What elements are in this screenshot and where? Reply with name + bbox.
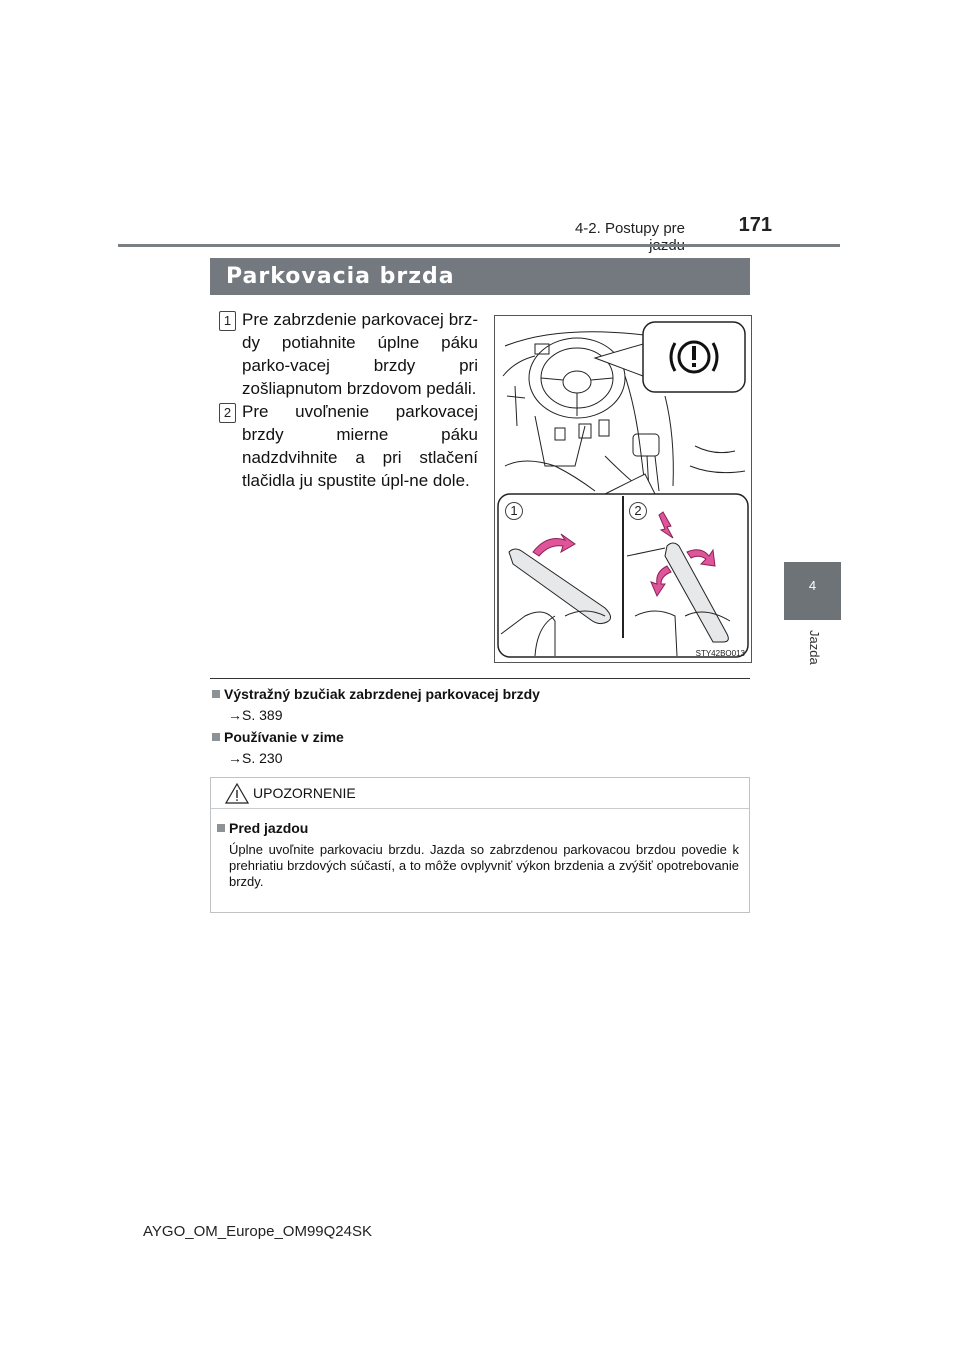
note-ref-2: →S. 230 [228,750,283,766]
warning-title: UPOZORNENIE [253,785,356,801]
step-number-1: 1 [219,311,236,331]
step-text-2: Pre uvoľnenie parkovacej brzdy mierne páku nadzdvihnite a pri stlačení tlačidla ju spustite úpl-ne dole. [242,402,478,490]
chapter-tab: 4 [784,562,841,620]
note-title-1-text: Výstražný bzučiak zabrzdenej parkovacej brzdy [224,686,540,702]
parking-brake-illustration [494,315,752,663]
section-banner [210,258,750,295]
note-ref-1: →S. 389 [228,707,283,723]
notes-rule [210,678,750,679]
note-title-2-text: Používanie v zime [224,729,344,745]
section-title: Parkovacia brzda [226,264,455,289]
footer-code: AYGO_OM_Europe_OM99Q24SK [143,1223,372,1240]
warning-triangle-icon [225,783,249,804]
warning-subtitle [217,820,308,836]
note-title-1 [212,686,540,702]
step-text-1: Pre zabrzdenie parkovacej brz-dy potiahnite úplne páku parko-vacej brzdy pri zošliapnutom brzdovom pedáli. [242,310,478,398]
warning-box [210,777,750,913]
header-rule [118,244,840,247]
header-section-title: 4-2. Postupy pre [574,220,685,237]
parking-brake-drawing [495,316,751,662]
chapter-label [800,630,830,680]
page-number: 171 [738,214,772,236]
warning-subtitle-text: Pred jazdou [229,820,309,836]
figure-callout-1: 1 [505,502,523,520]
figure-code: STY42BO013 [695,649,745,658]
figure-callout-2: 2 [629,502,647,520]
chapter-label-text: Jazda [807,630,822,665]
warning-body: Úplne uvoľnite parkovaciu brzdu. Jazda so zabrzdenou parkovacou brzdou povedie k prehriatiu brzdových súčastí, a to môže ovplyvniť výkon brzdenia a zvýšiť opotrebovanie brzdy. [229,842,739,889]
warning-header [211,778,749,809]
bullet-square-icon [212,733,220,741]
bullet-square-icon [217,824,225,832]
bullet-square-icon [212,690,220,698]
note-title-2 [212,729,344,745]
step-number-2: 2 [219,403,236,423]
